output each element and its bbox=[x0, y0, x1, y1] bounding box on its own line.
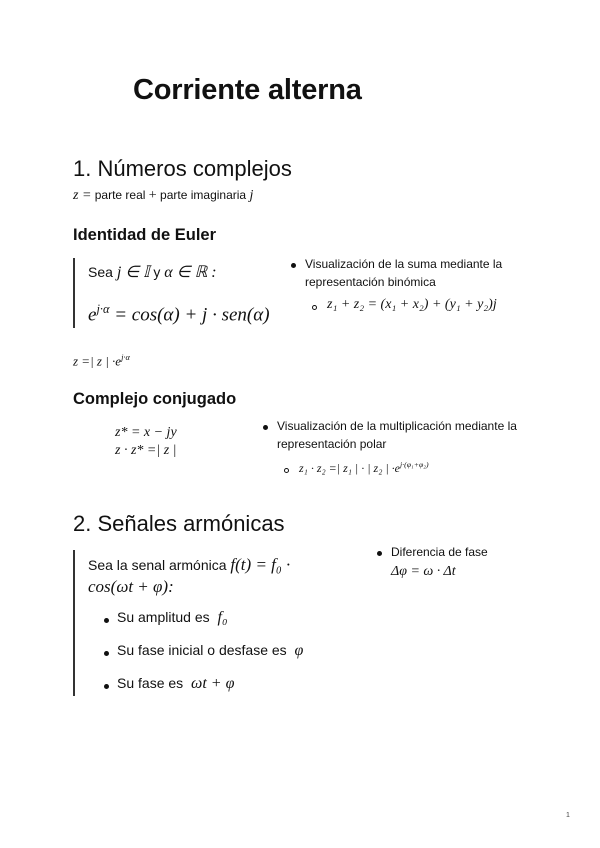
euler-heading: Identidad de Euler bbox=[73, 226, 217, 244]
euler-alpha: α ∈ ℝ : bbox=[164, 264, 217, 281]
def-plus: + bbox=[148, 188, 157, 203]
def-part1: parte real bbox=[94, 188, 146, 202]
phase-item bbox=[117, 675, 234, 693]
euler-exp: j·α bbox=[96, 302, 110, 316]
def-part2: parte imaginaria bbox=[160, 188, 247, 202]
euler-y: y bbox=[153, 264, 161, 280]
euler-j: j ∈ 𝕀 bbox=[116, 264, 150, 281]
page-number: 1 bbox=[566, 812, 570, 819]
amplitude-text: Su amplitud es bbox=[117, 609, 210, 625]
polar-exp: j·α bbox=[121, 352, 130, 362]
harmonic-intro bbox=[88, 554, 348, 598]
euler-rest: = cos(α) + j · sen(α) bbox=[114, 304, 270, 326]
euler-sea: Sea bbox=[88, 264, 113, 280]
initial-phase-item bbox=[117, 642, 303, 660]
initial-phase-text: Su fase inicial o desfase es bbox=[117, 642, 287, 658]
def-lhs: z = bbox=[73, 188, 92, 203]
complex-definition bbox=[73, 188, 253, 204]
conjugate-heading: Complejo conjugado bbox=[73, 390, 237, 408]
section-heading-complex-numbers: 1. Números complejos bbox=[73, 156, 292, 181]
amplitude-item bbox=[117, 609, 228, 627]
phase-diff-label: Diferencia de fase bbox=[391, 545, 488, 559]
harmonic-quote-bar bbox=[73, 550, 75, 696]
initial-phase-math: φ bbox=[294, 642, 304, 659]
conjugate-line2: z · z* =| z | bbox=[115, 443, 177, 458]
page-title: Corriente alterna bbox=[133, 74, 362, 106]
euler-e: e bbox=[88, 304, 97, 326]
product-exp: j·(φ₁+φ₂) bbox=[400, 460, 429, 469]
bullet-sum-note bbox=[291, 263, 296, 268]
bullet-product-note bbox=[263, 425, 268, 430]
bullet-amplitude bbox=[104, 618, 109, 623]
polar-form bbox=[73, 352, 130, 369]
product-text: z₁ · z₂ =| z₁ | · | z₂ | ·e bbox=[299, 461, 400, 475]
euler-intro bbox=[88, 262, 217, 282]
sum-note: Visualización de la suma mediante la representación binómica bbox=[305, 257, 503, 289]
product-formula bbox=[299, 460, 429, 476]
euler-quote-bar bbox=[73, 258, 75, 328]
circle-bullet-sum bbox=[312, 305, 317, 310]
phase-math: ωt + φ bbox=[191, 675, 235, 692]
phase-text: Su fase es bbox=[117, 675, 184, 691]
polar-text: z =| z | ·e bbox=[73, 353, 122, 369]
bullet-phase bbox=[104, 684, 109, 689]
sum-formula: z₁ + z₂ = (x₁ + x₂) + (y₁ + y₂)j bbox=[327, 297, 497, 312]
circle-bullet-product bbox=[284, 468, 289, 473]
amplitude-math: f₀ bbox=[217, 609, 228, 626]
euler-formula bbox=[88, 302, 270, 326]
conjugate-line1: z* = x − jy bbox=[115, 425, 177, 440]
section-heading-harmonic: 2. Señales armónicas bbox=[73, 511, 285, 536]
bullet-initial-phase bbox=[104, 651, 109, 656]
harmonic-intro-text: Sea la senal armónica bbox=[88, 557, 227, 573]
bullet-phase-diff bbox=[377, 551, 382, 556]
phase-diff-formula: Δφ = ω · Δt bbox=[391, 564, 456, 579]
product-note: Visualización de la multiplicación mediante la representación polar bbox=[277, 419, 517, 451]
harmonic-formula-2: cos(ωt + φ): bbox=[88, 577, 174, 596]
def-j: j bbox=[249, 188, 254, 203]
harmonic-formula-1: f(t) = f₀ · bbox=[230, 555, 291, 574]
